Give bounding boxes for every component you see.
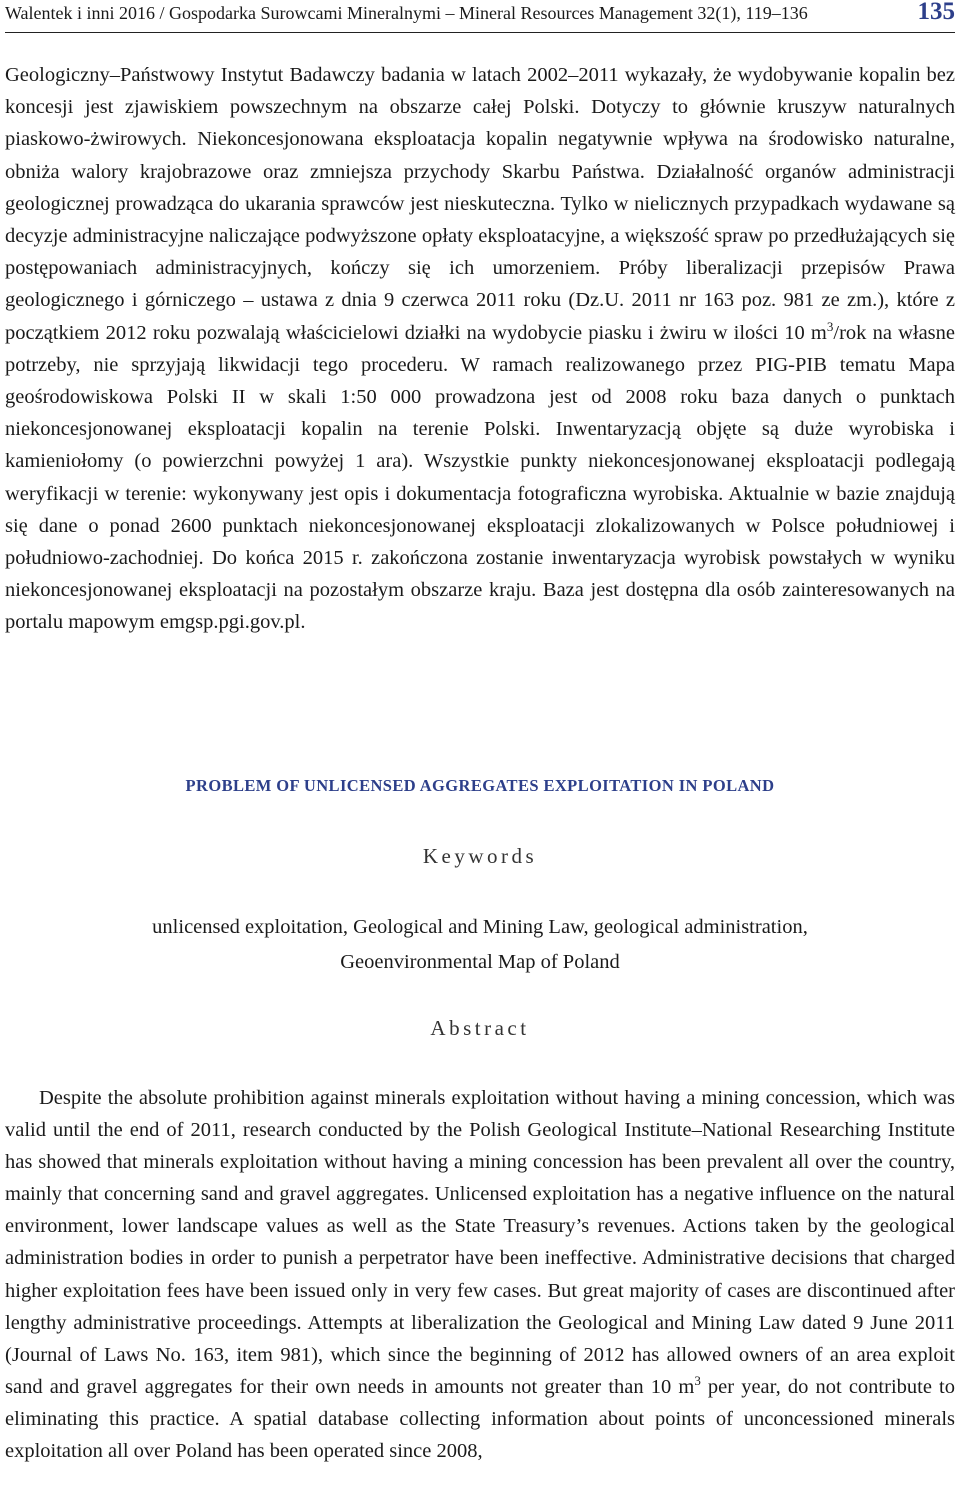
keywords-list — [40, 910, 920, 980]
keywords-line-2: Geoenvironmental Map of Poland — [340, 951, 620, 973]
english-title: PROBLEM OF UNLICENSED AGGREGATES EXPLOITATION IN POLAND — [185, 776, 775, 795]
running-head-citation: Walentek i inni 2016 / Gospodarka Surowcami Mineralnymi – Mineral Resources Management 32(1), 119–136 — [5, 3, 808, 23]
running-header — [5, 0, 955, 33]
polish-text-part2: /rok na własne potrzeby, nie sprzyjają likwidacji tego procederu. W ramach realizowanego przez PIG-PIB tematu Mapa geośrodowiskowa Polski II w skali 1:50 000 prowadzona jest od 2008 roku baza danych o punktach niekoncesjonowanej eksploatacji kopalin na terenie Polski. Inwentaryzacją objęte są duże wyrobiska i kamieniołomy (o powierzchni powyżej 1 ara). Wszystkie punkty niekoncesjonowanej eksploatacji podlegają weryfikacji w terenie: wykonywany jest opis i dokumentacja fotograficzna wyrobiska. Aktualnie w bazie znajdują się dane o ponad 2600 punktach niekoncesjonowanej eksploatacji zlokalizowanych w Polsce południowej i południowo-zachodniej. Do końca 2015 r. zakończona zostanie inwentaryzacja wyrobisk powstałych w wyniku niekoncesjonowanej eksploatacji na pozostałym obszarze kraju. Baza jest dostępna dla osób zainteresowanych na portalu mapowym emgsp.pgi.gov.pl. — [5, 321, 956, 634]
keywords-heading: Keywords — [422, 844, 538, 868]
polish-text-part1: Geologiczny–Państwowy Instytut Badawczy badania w latach 2002–2011 wykazały, że wydobywanie kopalin bez koncesji jest zjawiskiem powszechnym na obszarze całej Polski. Dotyczy to głównie kruszyw naturalnych piaskowo-żwirowych. Niekoncesjonowana eksploatacja kopalin negatywnie wpływa na środowisko naturalne, obniża walory krajobrazowe oraz zmniejsza przychody Skarbu Państwa. Działalność organów administracji geologicznej prowadząca do ukarania sprawców jest nieskuteczna. Tylko w nielicznych przypadkach wydawane są decyzje administracyjne naliczające podwyższone opłaty eksploatacyjne, a większość spraw po przedłużających się postępowaniach administracyjnych, kończy się ich umorzeniem. Próby liberalizacji przepisów Prawa geologicznego i górniczego – ustawa z dnia 9 czerwca 2011 roku (Dz.U. 2011 nr 163 poz. 981 ze zm.), które z początkiem 2012 roku pozwalają właścicielowi działki na wydobycie piasku i żwiru w ilości 10 m — [5, 64, 955, 344]
abstract-heading: Abstract — [430, 1016, 530, 1040]
abstract-paragraph — [5, 1082, 955, 1467]
polish-superscript: 3 — [826, 318, 834, 334]
keywords-line-1: unlicensed exploitation, Geological and Mining Law, geological administration, — [152, 916, 808, 938]
abstract-superscript: 3 — [694, 1372, 701, 1388]
page-number: 135 — [917, 0, 955, 25]
polish-paragraph — [5, 59, 955, 639]
abstract-text-part1: Despite the absolute prohibition against minerals exploitation without having a mining concession, which was valid until the end of 2011, research conducted by the Polish Geological Institute–National Researching Institute has showed that minerals exploitation without having a mining concession has been prevalent all over the country, mainly that concerning sand and gravel aggregates. Unlicensed exploitation has a negative influence on the natural environment, lower landscape values as well as the State Treasury’s revenues. Actions taken by the geological administration bodies in order to punish a perpetrator have been ineffective. Administrative decisions that charged higher exploitation fees have been issued only in very few cases. But great majority of cases are discontinued after lengthy administrative proceedings. Attempts at liberalization the Geological and Mining Law dated 9 June 2011 (Journal of Laws No. 163, item 981), which since the beginning of 2012 has allowed owners of an area exploit sand and gravel aggregates for their own needs in amounts not greater than 10 m — [5, 1087, 955, 1398]
abstract-text-part2: per year, do not contribute to eliminating this practice. A spatial database collecting information about points of unconcessioned minerals exploitation all over Poland has been operated since 2008, — [5, 1375, 955, 1463]
